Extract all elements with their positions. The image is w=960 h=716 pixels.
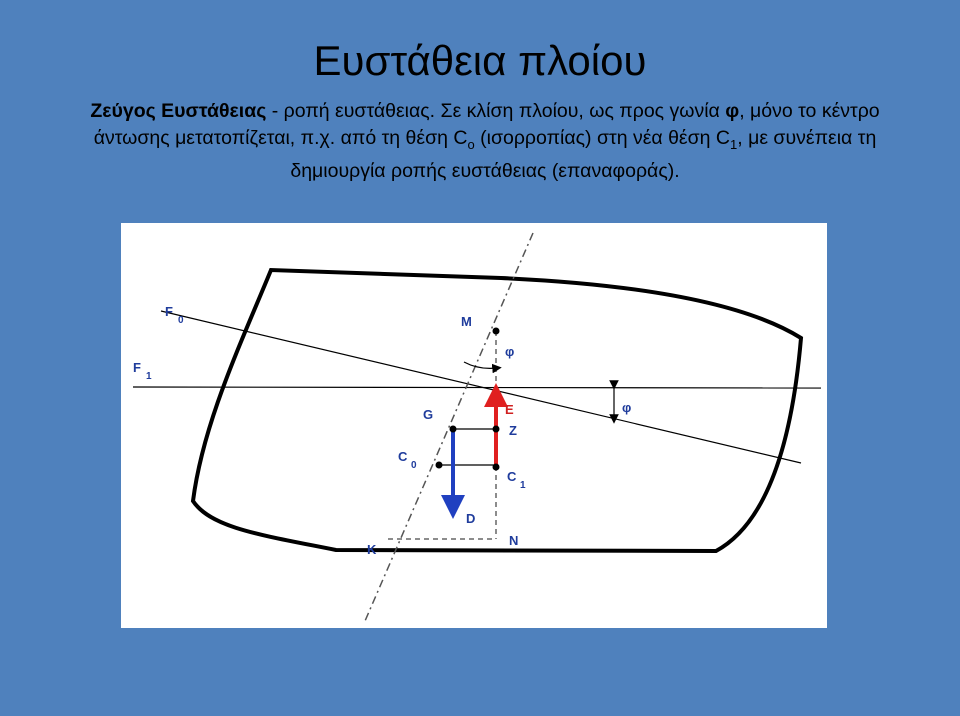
text-part-1: - ροπή ευστάθειας. Σε κλίση πλοίου, ως προς γωνία (266, 100, 726, 122)
diagram-svg (121, 223, 827, 628)
inclined-centerline (365, 233, 533, 621)
text-phi: φ (725, 100, 740, 122)
slide-body-text (60, 98, 910, 185)
point-g (450, 426, 457, 433)
label-phi-top: φ (505, 344, 515, 359)
label-c0: C (398, 449, 408, 464)
label-c1: C (507, 469, 517, 484)
text-sub-1: 1 (730, 136, 738, 152)
label-k: K (367, 542, 377, 557)
slide-title: Ευστάθεια πλοίου (313, 37, 647, 84)
label-e: E (505, 402, 514, 417)
text-bold-heading: Ζεύγος Ευστάθειας (90, 100, 267, 122)
ship-stability-diagram (121, 223, 827, 628)
text-part-3: (ισορροπίας) στη νέα θέση C (474, 127, 731, 149)
text-part-2: , μόνο το κέντρο άντωσης μετατοπίζεται, π.χ. από τη θέση C (93, 100, 880, 149)
label-f0-sub: 0 (178, 315, 184, 326)
waterline-f1 (133, 387, 821, 388)
label-m: M (461, 314, 472, 329)
point-c1 (493, 464, 500, 471)
point-c0 (436, 462, 443, 469)
angle-arc-top (464, 362, 497, 368)
point-z (493, 426, 500, 433)
label-z: Z (509, 423, 517, 438)
label-f1-sub: 1 (146, 371, 152, 382)
text-sub-o: o (467, 136, 475, 152)
label-g: G (423, 407, 434, 422)
label-c1-sub: 1 (520, 480, 526, 491)
label-f0: F (165, 304, 173, 319)
label-f1: F (133, 360, 141, 375)
label-phi-right: φ (622, 400, 632, 415)
label-d: D (466, 511, 476, 526)
label-n: N (509, 533, 519, 548)
text-part-4: , με συνέπεια τη δημιουργία ροπής ευστάθειας (επαναφοράς). (290, 127, 877, 182)
point-m (493, 328, 500, 335)
label-c0-sub: 0 (411, 460, 417, 471)
